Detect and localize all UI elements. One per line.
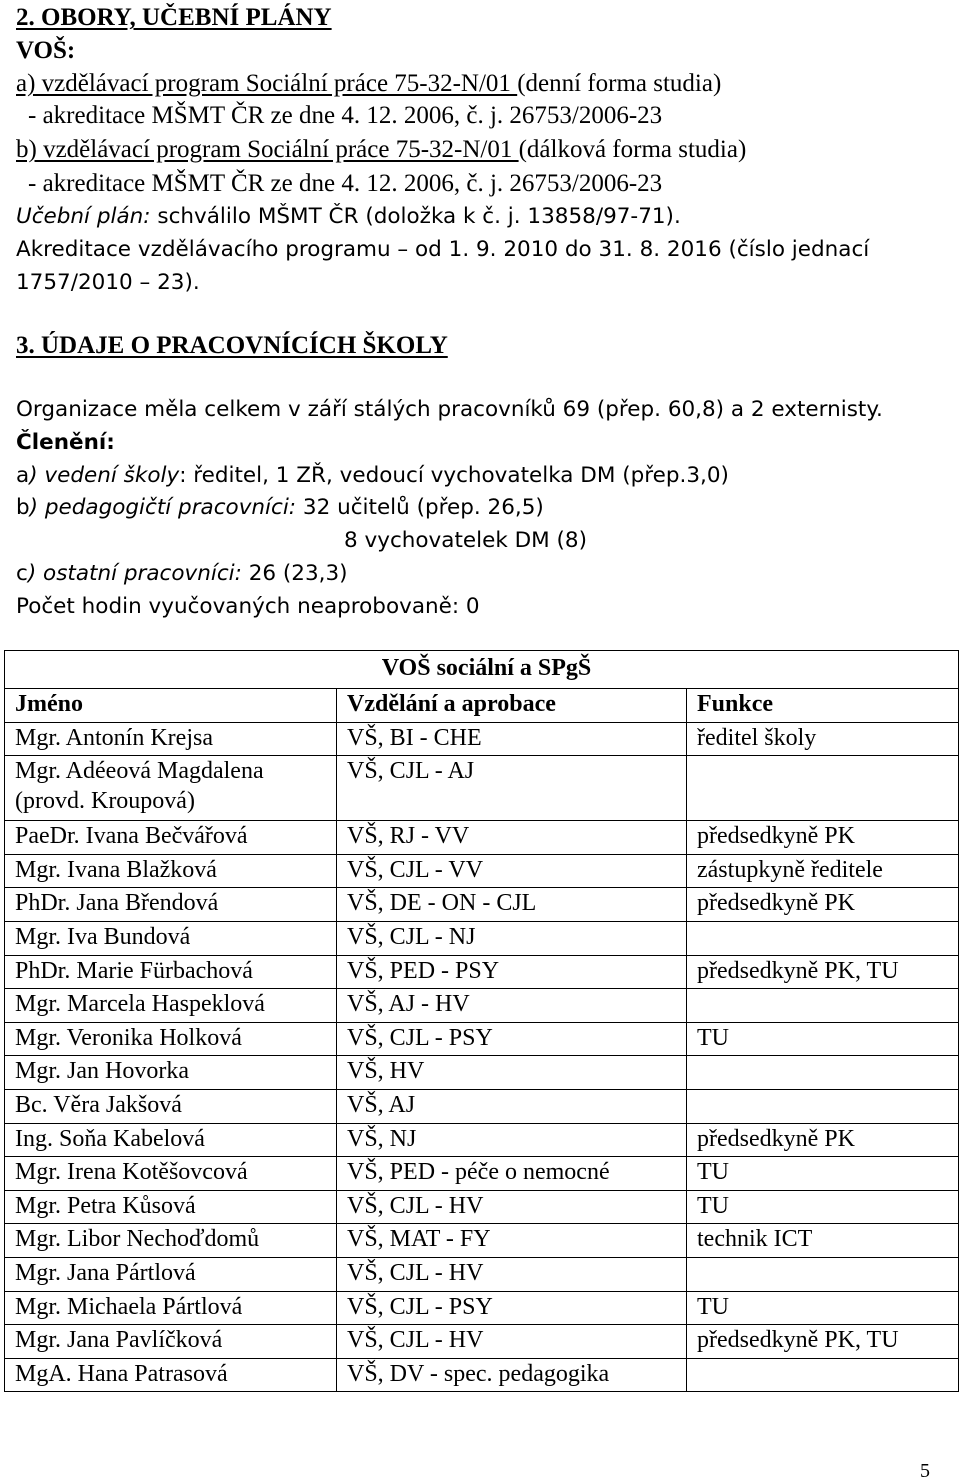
cell-name [5, 1157, 337, 1191]
staff-name: PhDr. Jana Břendová [15, 890, 219, 917]
cell-education: VŠ, AJ [337, 1089, 687, 1123]
table-row [5, 1089, 959, 1123]
cell-name [5, 821, 337, 855]
cell-role: ředitel školy [687, 722, 959, 756]
cell-name [5, 1257, 337, 1291]
cell-role: předsedkyně PK, TU [687, 955, 959, 989]
cell-education: VŠ, CJL - NJ [337, 921, 687, 955]
study-plan [16, 204, 681, 229]
cell-role [687, 1089, 959, 1123]
cell-education: VŠ, CJL - HV [337, 1257, 687, 1291]
cell-role [687, 1358, 959, 1392]
staff-name: PaeDr. Ivana Bečvářová [15, 823, 248, 850]
staff-name: MgA. Hana Patrasová [15, 1360, 228, 1387]
page-number: 5 [920, 1460, 930, 1482]
staff-name: Mgr. Marcela Haspeklová [15, 991, 265, 1018]
cell-role: technik ICT [687, 1224, 959, 1258]
cell-role: TU [687, 1291, 959, 1325]
cell-role [687, 756, 959, 821]
cell-education: VŠ, CJL - HV [337, 1325, 687, 1359]
cell-name [5, 955, 337, 989]
cell-role [687, 921, 959, 955]
cell-role: TU [687, 1022, 959, 1056]
table-row [5, 854, 959, 888]
table-row [5, 1157, 959, 1191]
staff-name: Mgr. Adéeová Magdalena [15, 758, 264, 785]
cleneni-b-label: ) pedagogičtí pracovníci: [29, 495, 297, 520]
cell-name [5, 756, 337, 821]
cell-name [5, 921, 337, 955]
cell-name [5, 1123, 337, 1157]
cell-education: VŠ, PED - PSY [337, 955, 687, 989]
cell-education: VŠ, CJL - PSY [337, 1022, 687, 1056]
cell-role: předsedkyně PK [687, 1123, 959, 1157]
cell-education: VŠ, MAT - FY [337, 1224, 687, 1258]
staff-name: Mgr. Jan Hovorka [15, 1058, 189, 1085]
staff-name: Mgr. Irena Kotěšovcová [15, 1159, 248, 1186]
study-plan-label: Učební plán: [16, 204, 151, 229]
cleneni-c-prefix: c [16, 561, 28, 586]
staff-name: Mgr. Libor Nechoďdomů [15, 1226, 260, 1253]
cell-name [5, 1056, 337, 1090]
cell-name [5, 888, 337, 922]
table-title-row [5, 651, 959, 689]
staff-name: Mgr. Iva Bundová [15, 923, 191, 950]
cleneni-a-prefix: a [16, 463, 30, 488]
cleneni-b-text: 32 učitelů (přep. 26,5) [296, 495, 544, 520]
cell-role [687, 1257, 959, 1291]
staff-name: Mgr. Antonín Krejsa [15, 724, 213, 751]
cell-role [687, 989, 959, 1023]
column-header-role: Funkce [687, 689, 959, 723]
table-title: VOŠ sociální a SPgŠ [5, 651, 959, 689]
cell-education: VŠ, CJL - VV [337, 854, 687, 888]
cleneni-a [16, 463, 729, 488]
cell-education: VŠ, CJL - PSY [337, 1291, 687, 1325]
column-header-education: Vzdělání a aprobace [337, 689, 687, 723]
cell-role: předsedkyně PK, TU [687, 1325, 959, 1359]
cell-name [5, 1291, 337, 1325]
cell-education: VŠ, NJ [337, 1123, 687, 1157]
vos-label: VOŠ: [16, 37, 76, 64]
unqualified-hours: Počet hodin vyučovaných neaprobovaně: 0 [16, 594, 480, 619]
staff-name: Mgr. Veronika Holková [15, 1024, 242, 1051]
cleneni-a-text: : ředitel, 1 ZŘ, vedoucí vychovatelka DM (přep.3,0) [179, 463, 729, 488]
cell-role: TU [687, 1157, 959, 1191]
table-row [5, 921, 959, 955]
cell-education: VŠ, AJ - HV [337, 989, 687, 1023]
table-header-row [5, 689, 959, 723]
cleneni-a-label: ) vedení školy [29, 463, 180, 488]
study-plan-text: schválilo MŠMT ČR (doložka k č. j. 13858/97-71). [150, 204, 681, 229]
program-a [16, 70, 721, 98]
cell-role: TU [687, 1190, 959, 1224]
table-row [5, 1358, 959, 1392]
cell-name [5, 854, 337, 888]
staff-name: Mgr. Jana Pavlíčková [15, 1327, 223, 1354]
staff-name: Mgr. Michaela Pártlová [15, 1293, 243, 1320]
program-b-name: b) vzdělávací program Sociální práce 75-32-N/01 [16, 136, 519, 163]
table-row [5, 989, 959, 1023]
table-row [5, 1257, 959, 1291]
program-b [16, 136, 746, 164]
program-a-name: a) vzdělávací program Sociální práce 75-32-N/01 [16, 70, 518, 97]
table-row [5, 821, 959, 855]
table-row [5, 756, 959, 821]
cell-education: VŠ, DE - ON - CJL [337, 888, 687, 922]
table-row [5, 1224, 959, 1258]
staff-name: Mgr. Jana Pártlová [15, 1259, 196, 1286]
cell-name [5, 1089, 337, 1123]
cell-name [5, 989, 337, 1023]
table-row [5, 1325, 959, 1359]
column-header-name: Jméno [5, 689, 337, 723]
cleneni-c-label: ) ostatní pracovníci: [27, 561, 242, 586]
cell-education: VŠ, RJ - VV [337, 821, 687, 855]
cell-name [5, 1358, 337, 1392]
cell-role: předsedkyně PK [687, 821, 959, 855]
table-row [5, 1022, 959, 1056]
accreditation-line-2: 1757/2010 – 23). [16, 270, 200, 295]
cell-role: zástupkyně ředitele [687, 854, 959, 888]
cell-role [687, 1056, 959, 1090]
cell-education: VŠ, DV - spec. pedagogika [337, 1358, 687, 1392]
program-b-form: (dálková forma studia) [518, 136, 747, 163]
staff-name: Bc. Věra Jakšová [15, 1091, 182, 1118]
cell-name [5, 722, 337, 756]
table-row [5, 1291, 959, 1325]
cell-name [5, 1190, 337, 1224]
cell-name [5, 1022, 337, 1056]
cell-education: VŠ, BI - CHE [337, 722, 687, 756]
cell-name [5, 1325, 337, 1359]
program-b-accreditation: - akreditace MŠMT ČR ze dne 4. 12. 2006, č. j. 26753/2006-23 [28, 170, 663, 197]
cleneni-label: Členění: [16, 430, 115, 455]
program-a-accreditation: - akreditace MŠMT ČR ze dne 4. 12. 2006, č. j. 26753/2006-23 [28, 102, 663, 129]
staff-name-note: (provd. Kroupová) [15, 788, 195, 815]
table-row [5, 1123, 959, 1157]
staff-summary: Organizace měla celkem v září stálých pracovníků 69 (přep. 60,8) a 2 externisty. [16, 397, 883, 422]
staff-name: Mgr. Petra Kůsová [15, 1192, 196, 1219]
section-heading-pracovnici: 3. ÚDAJE O PRACOVNÍCÍCH ŠKOLY [16, 332, 448, 359]
staff-table [4, 650, 959, 1392]
cell-education: VŠ, PED - péče o nemocné [337, 1157, 687, 1191]
cell-education: VŠ, HV [337, 1056, 687, 1090]
staff-name: Ing. Soňa Kabelová [15, 1125, 205, 1152]
accreditation-line-1: Akreditace vzdělávacího programu – od 1. 9. 2010 do 31. 8. 2016 (číslo jednací [16, 237, 870, 262]
staff-name: Mgr. Ivana Blažková [15, 856, 217, 883]
staff-name: PhDr. Marie Fürbachová [15, 957, 253, 984]
cleneni-b-vychovatelky: 8 vychovatelek DM (8) [344, 528, 587, 553]
table-row [5, 888, 959, 922]
cell-education: VŠ, CJL - HV [337, 1190, 687, 1224]
cell-education: VŠ, CJL - AJ [337, 756, 687, 821]
table-row [5, 955, 959, 989]
table-row [5, 1190, 959, 1224]
table-row [5, 722, 959, 756]
cell-role: předsedkyně PK [687, 888, 959, 922]
cleneni-b [16, 495, 544, 520]
cleneni-c [16, 561, 348, 586]
program-a-form: (denní forma studia) [517, 70, 722, 97]
section-heading-obory: 2. OBORY, UČEBNÍ PLÁNY [16, 4, 332, 31]
cleneni-b-prefix: b [16, 495, 30, 520]
cleneni-c-text: 26 (23,3) [241, 561, 348, 586]
table-row [5, 1056, 959, 1090]
cell-name [5, 1224, 337, 1258]
